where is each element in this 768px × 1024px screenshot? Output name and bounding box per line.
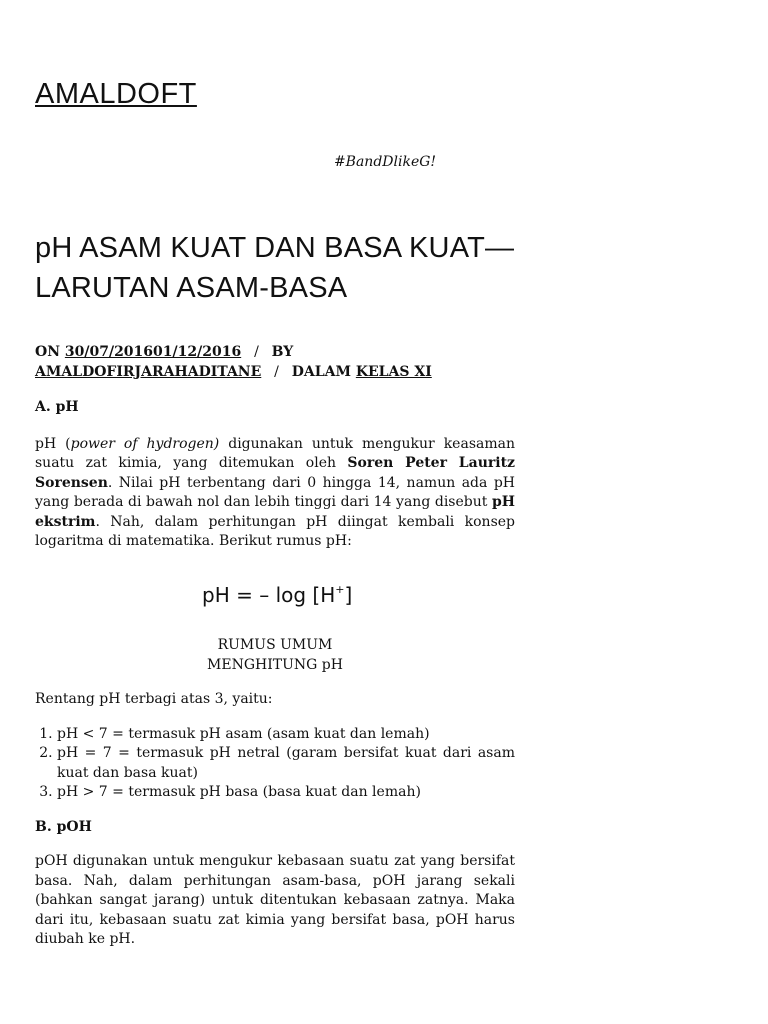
section-b-heading: B. pOH <box>35 818 92 835</box>
paragraph-poh: pOH digunakan untuk mengukur kebasaan suatu zat yang bersifat basa. Nah, dalam perhitungan asam-basa, pOH jarang sekali (bahkan sangat jarang) untuk ditentukan kebasaan zatnya. Maka dari itu, kebasaan suatu zat kimia yang bersifat basa, pOH harus diubah ke pH. <box>35 853 515 947</box>
post-content <box>35 398 515 552</box>
post-author-link[interactable]: AMALDOFIRJARAHADITANE <box>35 364 262 380</box>
post-title: pH ASAM KUAT DAN BASA KUAT—LARUTAN ASAM-BASA <box>35 232 515 304</box>
site-title[interactable]: AMALDOFT <box>35 78 197 110</box>
meta-separator: / <box>254 344 259 360</box>
section-a-heading: A. pH <box>35 399 79 415</box>
meta-in-label: DALAM <box>291 364 351 380</box>
caption-line-2: MENGHITUNG pH <box>207 656 343 673</box>
caption-line-1: RUMUS UMUM <box>217 637 333 653</box>
p1-bold-sorensen: Soren Peter Lauritz Sorensen <box>35 455 516 491</box>
ph-formula-image <box>202 577 352 608</box>
list-item: 3. pH > 7 = termasuk pH basa (basa kuat dan lemah) <box>57 783 515 803</box>
site-tagline: #BandDlikeG! <box>333 154 437 170</box>
p1-text-b: digunakan untuk mengukur keasaman suatu zat kimia, yang ditemukan oleh <box>35 435 515 471</box>
formula-main: pH = – log [H <box>202 583 336 607</box>
range-intro: Rentang pH terbagi atas 3, yaitu: <box>35 691 273 707</box>
post-category-link[interactable]: KELAS XI <box>355 364 432 380</box>
p1-text-a: pH ( <box>35 435 71 452</box>
range-list <box>35 725 515 803</box>
list-item: 2. pH = 7 = termasuk pH netral (garam bersifat kuat dari asam kuat dan basa kuat) <box>57 744 515 783</box>
p1-text-d: . Nah, dalam perhitungan pH diingat kembali konsep logaritma di matematika. Berikut rumus pH: <box>35 513 515 549</box>
formula-superscript: + <box>335 583 345 596</box>
p1-emphasis: power of hydrogen) <box>70 435 220 452</box>
meta-separator: / <box>274 364 279 380</box>
post-content-lower <box>35 690 515 950</box>
meta-on-label: ON <box>35 344 60 360</box>
paragraph-ph-intro <box>35 435 515 552</box>
meta-by-label: BY <box>271 344 294 360</box>
post-date-link[interactable]: 30/07/201601/12/2016 <box>64 344 242 360</box>
post-meta <box>35 342 515 382</box>
p1-text-c: . Nilai pH terbentang dari 0 hingga 14, namun ada pH yang berada di bawah nol dan lebih tinggi dari 14 yang disebut <box>35 474 515 510</box>
formula-end: ] <box>344 583 353 607</box>
formula-caption <box>170 636 380 675</box>
list-item: 1. pH < 7 = termasuk pH asam (asam kuat dan lemah) <box>57 725 515 745</box>
p1-bold-ekstrim: pH ekstrim <box>35 494 515 530</box>
